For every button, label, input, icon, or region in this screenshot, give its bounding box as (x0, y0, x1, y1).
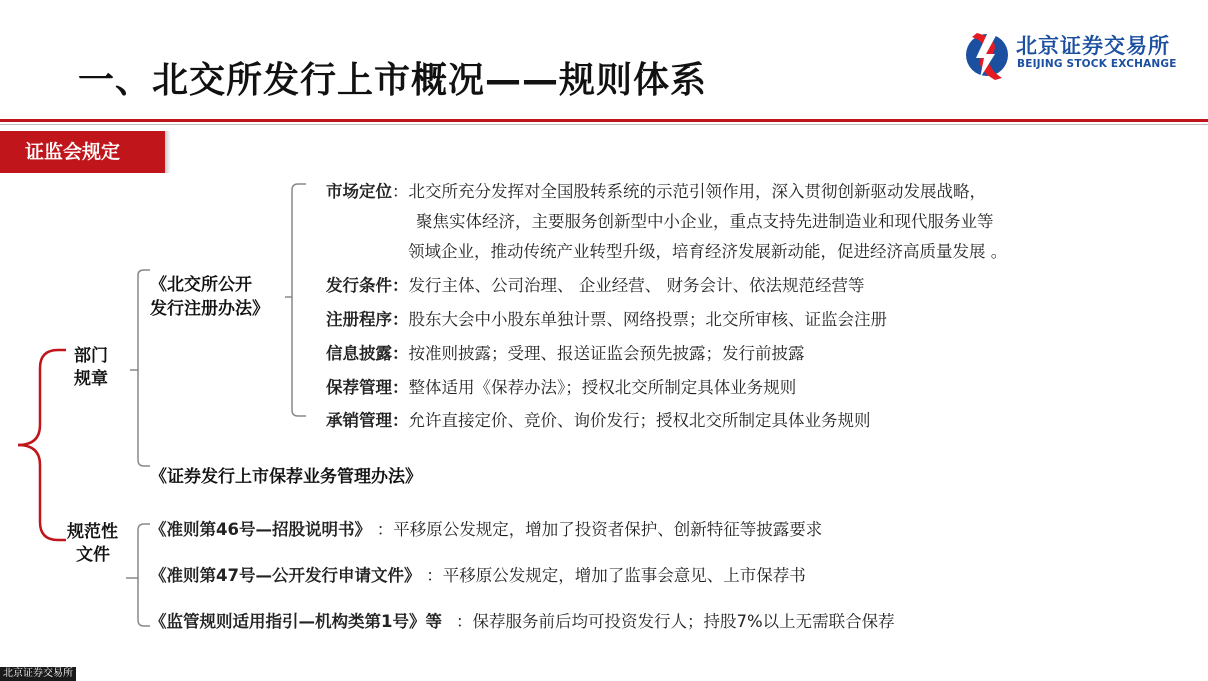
norm-doc-guideline (150, 608, 895, 632)
item-market-positioning-line1 (326, 178, 986, 202)
item-registration-procedure (326, 306, 887, 330)
dept-bracket-bottom (138, 370, 150, 466)
item-text: 整体适用《保荐办法》；授权北交所制定具体业务规则 (408, 378, 797, 397)
norm-doc-desc: ：保荐服务前后均可投资发行人；持股7%以上无需联合保荐 (455, 612, 895, 631)
logo-text-cn: 北京证券交易所 (1016, 34, 1170, 58)
doc1-bracket-top (285, 184, 306, 297)
item-label: 信息披露： (326, 344, 409, 363)
branch-norm-label-line2: 文件 (76, 545, 110, 565)
item-label: 发行条件： (326, 276, 409, 295)
item-text: 发行主体、公司治理、 企业经营、 财务会计、依法规范经营等 (408, 276, 865, 295)
footer-watermark: 北京证券交易所 (0, 667, 76, 681)
norm-doc-desc: ：平移原公发规定，增加了投资者保护、创新特征等披露要求 (376, 520, 823, 539)
doc2-title: 《证券发行上市保荐业务管理办法》 (150, 467, 422, 487)
norm-doc-name: 《准则第46号—招股说明书》 (150, 520, 363, 539)
norm-bracket-top (126, 524, 150, 578)
norm-doc-46 (150, 516, 822, 540)
item-label: 注册程序： (326, 310, 409, 329)
item-issuance-conditions (326, 272, 865, 296)
item-text: 北交所充分发挥对全国股转系统的示范引领作用，深入贯彻创新驱动发展战略， (408, 182, 986, 201)
branch-dept-label-line2: 规章 (74, 369, 108, 389)
norm-doc-desc: ：平移原公发规定，增加了监事会意见、上市保荐书 (426, 566, 806, 585)
item-underwriting-management (326, 407, 871, 431)
item-information-disclosure (326, 340, 805, 364)
section-tag: 证监会规定 (0, 131, 165, 173)
page-title: 一、北交所发行上市概况——规则体系 (78, 60, 708, 101)
branch-dept-label-line1: 部门 (74, 346, 108, 366)
dept-bracket-top (130, 270, 150, 370)
item-text: 股东大会中小股东单独计票、网络投票；北交所审核、证监会注册 (408, 310, 887, 329)
item-market-positioning-line2: 聚焦实体经济，主要服务创新型中小企业，重点支持先进制造业和现代服务业等 (416, 212, 994, 231)
norm-bracket-bottom (138, 578, 150, 626)
doc1-bracket-bottom (292, 297, 306, 416)
root-bracket-top (18, 350, 66, 445)
norm-doc-name: 《监管规则适用指引—机构类第1号》等 (150, 612, 442, 631)
doc1-title-line2: 发行注册办法》 (150, 299, 269, 319)
logo-text-en: BEIJING STOCK EXCHANGE (1017, 58, 1177, 70)
norm-doc-47 (150, 562, 806, 586)
item-label: 承销管理： (326, 411, 409, 430)
item-text: 按准则披露；受理、报送证监会预先披露；发行前披露 (408, 344, 805, 363)
item-label: 保荐管理： (326, 378, 409, 397)
item-sep: ： (392, 182, 409, 201)
norm-doc-name: 《准则第47号—公开发行申请文件》 (150, 566, 413, 585)
doc1-title-line1: 《北交所公开 (150, 275, 252, 295)
item-text: 允许直接定价、竞价、询价发行；授权北交所制定具体业务规则 (408, 411, 871, 430)
root-bracket-bottom (18, 445, 66, 540)
item-market-positioning-line3: 领域企业，推动传统产业转型升级，培育经济发展新动能，促进经济高质量发展 。 (408, 242, 1008, 261)
item-label: 市场定位 (326, 182, 392, 201)
branch-norm-label-line1: 规范性 (67, 522, 118, 542)
item-sponsorship-management (326, 374, 796, 398)
